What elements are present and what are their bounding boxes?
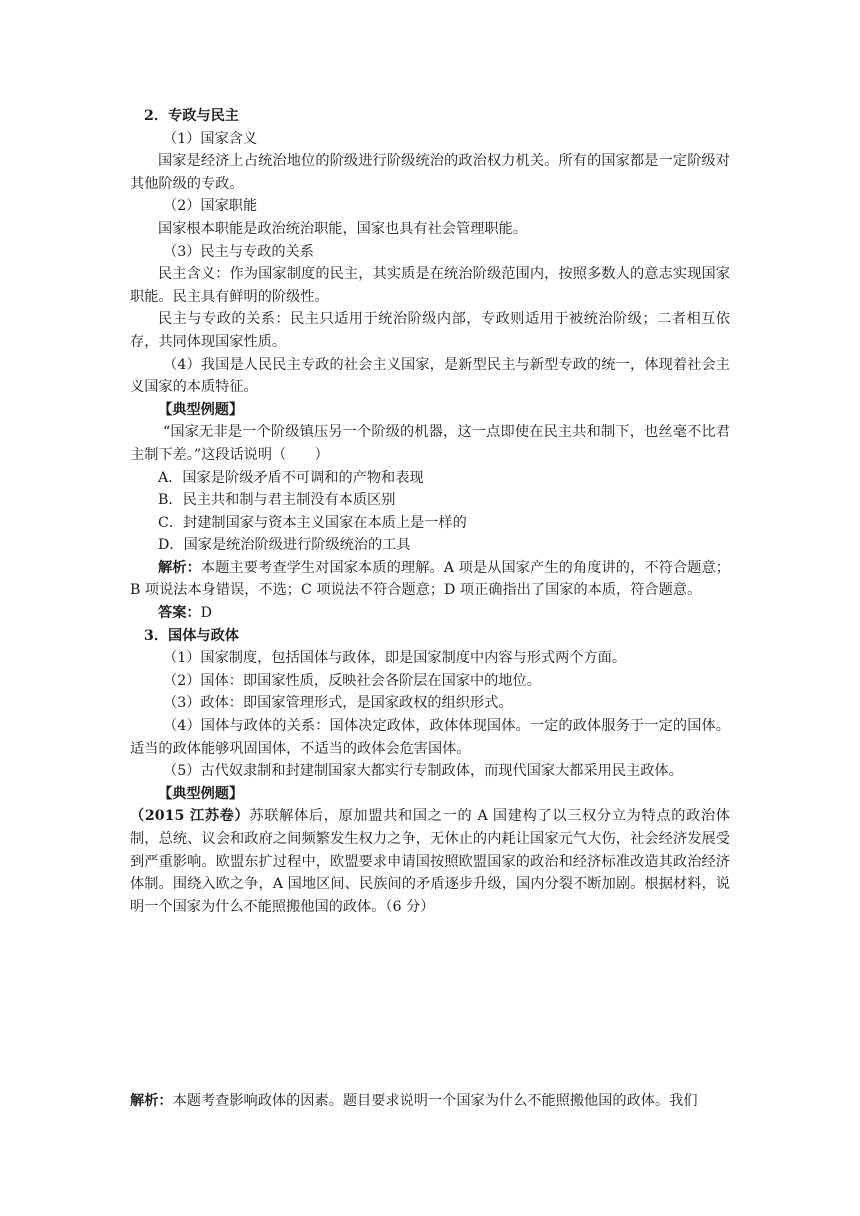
example-question-2 — [130, 805, 730, 918]
state-system-item-5: （5）古代奴隶制和封建制国家大都实行专制政体，而现代国家大都采用民主政体。 — [163, 763, 683, 780]
analysis-paragraph — [130, 557, 730, 602]
document-body — [130, 105, 730, 918]
example-label: 【典型例题】 — [158, 401, 244, 418]
example-question: “国家无非是一个阶级镇压另一个阶级的机器，这一点即使在民主共和制下，也丝毫不比君主制下差。”这段话说明（ ） — [130, 424, 730, 463]
section-heading-state-system: 3．国体与政体 — [144, 627, 239, 644]
analysis-block-2 — [130, 1090, 730, 1113]
subheading-state-functions: （2）国家职能 — [163, 198, 258, 215]
answer-value: D — [200, 605, 212, 622]
state-system-item-2: （2）国体：即国家性质，反映社会各阶层在国家中的地位。 — [163, 672, 541, 689]
section-heading-dictatorship-democracy: 2．专政与民主 — [144, 108, 239, 124]
answer-line — [130, 602, 730, 625]
question-source: （2015 江苏卷） — [130, 808, 250, 825]
state-system-item-4: （4）国体与政体的关系：国体决定政体，政体体现国体。一定的政体服务于一定的国体。适当的政体能够巩固国体，不适当的政体会危害国体。 — [130, 718, 730, 757]
analysis-text: 本题主要考查学生对国家本质的理解。A 项是从国家产生的角度讲的，不符合题意；B 项说法本身错误，不选；C 项说法不符合题意；D 项正确指出了国家的本质，符合题意。 — [130, 559, 730, 599]
analysis-text-2: 本题考查影响政体的因素。题目要求说明一个国家为什么不能照搬他国的政体。我们 — [172, 1093, 698, 1109]
answer-label: 答案： — [158, 605, 201, 622]
state-system-item-1: （1）国家制度，包括国体与政体，即是国家制度中内容与形式两个方面。 — [163, 650, 627, 667]
option-c: C．封建制国家与资本主义国家在本质上是一样的 — [158, 514, 467, 531]
paragraph-state-functions: 国家根本职能是政治统治职能，国家也具有社会管理职能。 — [158, 220, 527, 237]
paragraph-state-meaning: 国家是经济上占统治地位的阶级进行阶级统治的政治权力机关。所有的国家都是一定阶级对其他阶级的专政。 — [130, 153, 730, 192]
option-d: D．国家是统治阶级进行阶级统治的工具 — [158, 537, 411, 554]
state-system-item-3: （3）政体：即国家管理形式，是国家政权的组织形式。 — [163, 695, 513, 712]
analysis-label-2: 解析： — [130, 1093, 173, 1109]
subheading-democracy-dictatorship: （3）民主与专政的关系 — [163, 243, 314, 260]
example-label-2: 【典型例题】 — [158, 785, 244, 802]
paragraph-democracy-meaning: 民主含义：作为国家制度的民主，其实质是在统治阶级范围内，按照多数人的意志实现国家职能。民主具有鲜明的阶级性。 — [130, 266, 730, 305]
analysis-label: 解析： — [158, 559, 201, 576]
paragraph-democracy-relation: 民主与专政的关系：民主只适用于统治阶级内部，专政则适用于被统治阶级；二者相互依存，共同体现国家性质。 — [130, 311, 730, 350]
option-b: B．民主共和制与君主制没有本质区别 — [158, 492, 396, 509]
subheading-state-meaning: （1）国家含义 — [163, 130, 258, 147]
paragraph-china-state: （4）我国是人民民主专政的社会主义国家，是新型民主与新型专政的统一，体现着社会主义国家的本质特征。 — [130, 356, 730, 396]
question-text: 苏联解体后，原加盟共和国之一的 A 国建构了以三权分立为特点的政治体制，总统、议会和政府之间频繁发生权力之争，无休止的内耗让国家元气大伤，社会经济发展受到严重影响。欧盟东扩过程中，欧盟要求申请国按照欧盟国家的政治和经济标准改造其政治经济体制。围绕入欧之争，A 国地区间、民族间的矛盾逐步升级，国内分裂不断加剧。根据材料，说明一个国家为什么不能照搬他国的政体。（6 分） — [130, 808, 730, 915]
analysis-paragraph-2 — [130, 1090, 730, 1113]
option-a: A．国家是阶级矛盾不可调和的产物和表现 — [158, 469, 424, 486]
